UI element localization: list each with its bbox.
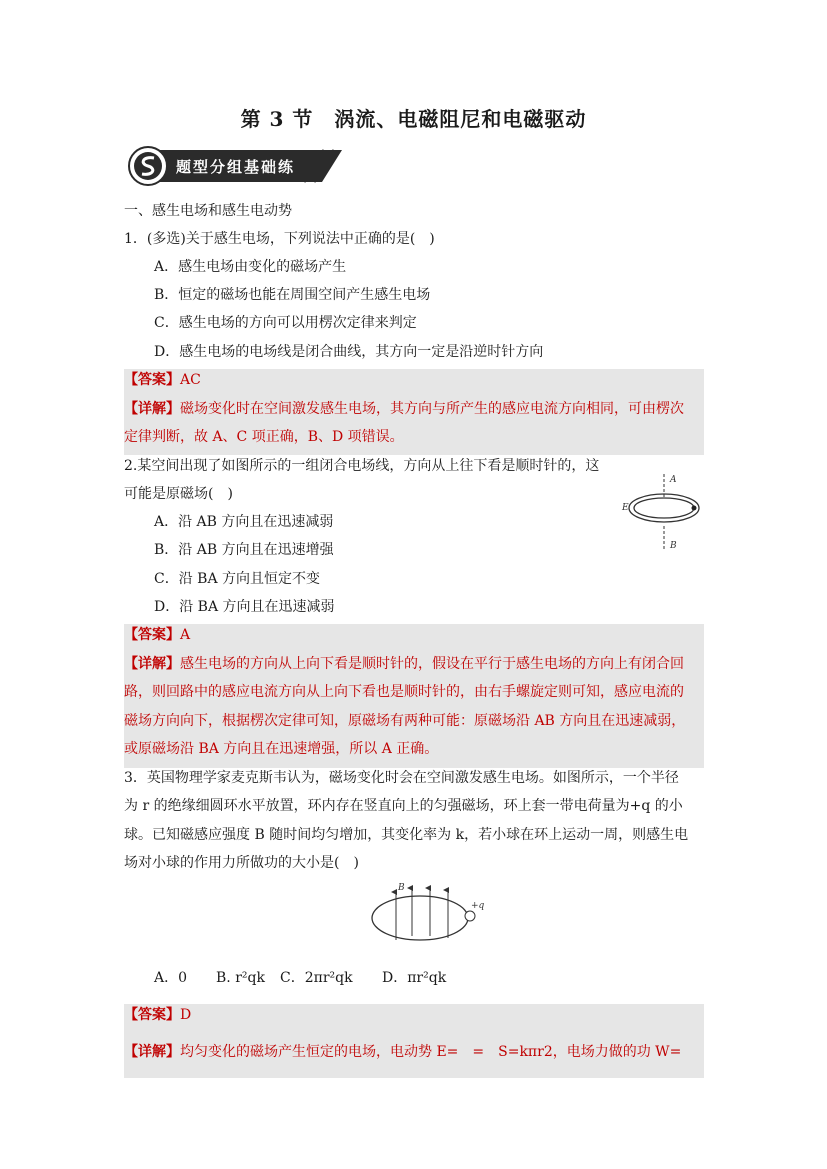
label-plus-q: +q bbox=[471, 901, 485, 911]
q2-detail-line-3: 磁场方向向下，根据楞次定律可知，原磁场有两种可能：原磁场沿 AB 方向且在迅速减弱， bbox=[124, 713, 686, 729]
question-3-stem-line-4: 场对小球的作用力所做功的大小是( ) bbox=[124, 855, 359, 871]
q2-option-a: A．沿 AB 方向且在迅速减弱 bbox=[154, 514, 334, 530]
q2-option-b: B．沿 AB 方向且在迅速增强 bbox=[154, 542, 334, 558]
q3-detail-line-1: 【详解】均匀变化的磁场产生恒定的电场，电动势 E= = S=kπr2，电场力做的功 W= bbox=[124, 1044, 682, 1060]
q2-detail-line-1: 【详解】感生电场的方向从上向下看是顺时针的，假设在平行于感生电场的方向上有闭合回 bbox=[124, 656, 684, 672]
q3-option-a: A．0 bbox=[154, 970, 188, 986]
q3-answer-box bbox=[124, 1004, 704, 1078]
q1-option-b: B．恒定的磁场也能在周围空间产生感生电场 bbox=[154, 287, 431, 303]
q3-option-c: C．2πr²qk bbox=[280, 970, 353, 986]
q3-option-b: B. r²qk bbox=[216, 970, 265, 986]
label-e: E bbox=[622, 503, 629, 513]
q2-detail-line-4: 或原磁场沿 BA 方向且在迅速增强，所以 A 正确。 bbox=[124, 741, 439, 757]
q3-option-d: D．πr²qk bbox=[382, 970, 447, 986]
q1-detail-line-1: 【详解】磁场变化时在空间激发感生电场，其方向与所产生的感应电流方向相同，可由楞次 bbox=[124, 401, 684, 417]
q1-answer: 【答案】AC bbox=[124, 372, 201, 388]
q2-option-d: D．沿 BA 方向且在迅速减弱 bbox=[154, 599, 335, 615]
q1-option-a: A．感生电场由变化的磁场产生 bbox=[154, 259, 347, 275]
q2-option-c: C．沿 BA 方向且恒定不变 bbox=[154, 571, 321, 587]
label-b: B bbox=[670, 541, 677, 551]
q1-option-c: C．感生电场的方向可以用楞次定律来判定 bbox=[154, 315, 417, 331]
q2-detail-line-2: 路，则回路中的感应电流方向从上向下看也是顺时针的，由右手螺旋定则可知，感应电流的 bbox=[124, 684, 684, 700]
banner-label: 题型分组基础练 bbox=[176, 158, 296, 176]
question-3-stem-line-1: 3．英国物理学家麦克斯韦认为，磁场变化时会在空间激发感生电场。如图所示，一个半径 bbox=[124, 770, 679, 786]
q2-ring-figure bbox=[618, 470, 710, 554]
q2-answer: 【答案】A bbox=[124, 627, 191, 643]
q3-answer: 【答案】D bbox=[124, 1007, 192, 1023]
question-3-stem-line-2: 为 r 的绝缘细圆环水平放置，环内存在竖直向上的匀强磁场，环上套一带电荷量为+q 的小 bbox=[124, 798, 683, 814]
section-heading: 一、感生电场和感生电动势 bbox=[124, 203, 292, 219]
q1-option-d: D．感生电场的电场线是闭合曲线，其方向一定是沿逆时针方向 bbox=[154, 344, 544, 360]
label-b: B bbox=[398, 883, 405, 893]
page-title: 第 3 节 涡流、电磁阻尼和电磁驱动 bbox=[240, 107, 587, 131]
q3-ring-figure bbox=[368, 878, 488, 948]
question-1-stem: 1．(多选)关于感生电场，下列说法中正确的是( ) bbox=[124, 231, 435, 247]
question-3-stem-line-3: 球。已知磁感应强度 B 随时间均匀增加，其变化率为 k，若小球在环上运动一周，则感生电 bbox=[124, 827, 689, 843]
question-2-stem-line-1: 2.某空间出现了如图所示的一组闭合电场线，方向从上往下看是顺时针的，这 bbox=[124, 458, 600, 474]
label-a: A bbox=[670, 475, 677, 485]
question-2-stem-line-2: 可能是原磁场( ) bbox=[124, 486, 233, 502]
q1-detail-line-2: 定律判断，故 A、C 项正确，B、D 项错误。 bbox=[124, 429, 404, 445]
